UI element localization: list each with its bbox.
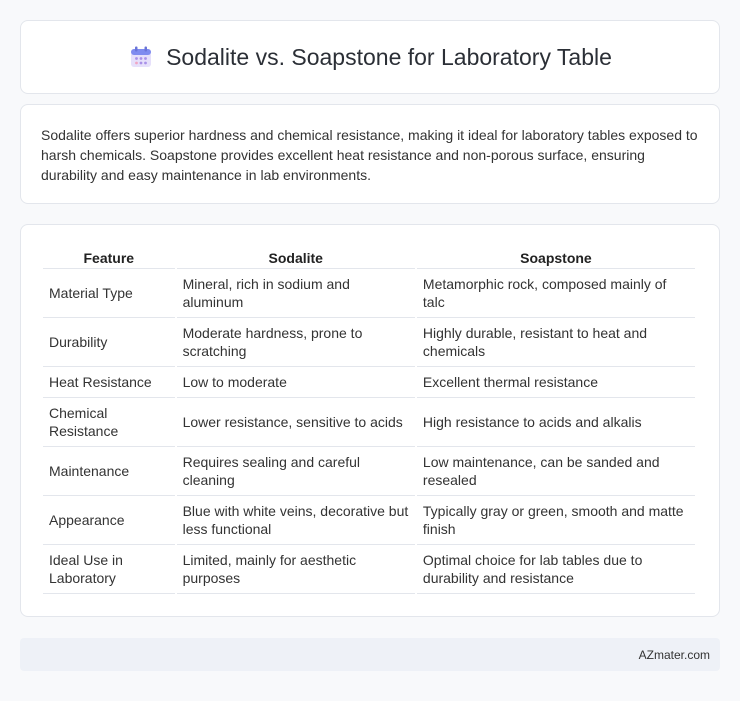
intro-card bbox=[20, 104, 720, 204]
feature-cell: Ideal Use in Laboratory bbox=[43, 545, 175, 594]
calendar-icon bbox=[128, 44, 154, 70]
header-feature: Feature bbox=[43, 243, 175, 269]
table-row bbox=[43, 318, 695, 367]
feature-cell: Chemical Resistance bbox=[43, 398, 175, 447]
table-row bbox=[43, 367, 695, 398]
soapstone-cell: High resistance to acids and alkalis bbox=[417, 398, 695, 447]
header-sodalite: Sodalite bbox=[177, 243, 415, 269]
feature-cell: Material Type bbox=[43, 269, 175, 318]
title-card bbox=[20, 20, 720, 94]
comparison-table-card bbox=[20, 224, 720, 617]
sodalite-cell: Moderate hardness, prone to scratching bbox=[177, 318, 415, 367]
header-soapstone: Soapstone bbox=[417, 243, 695, 269]
feature-cell: Heat Resistance bbox=[43, 367, 175, 398]
feature-cell: Durability bbox=[43, 318, 175, 367]
feature-cell: Appearance bbox=[43, 496, 175, 545]
page-title: Sodalite vs. Soapstone for Laboratory Table bbox=[166, 43, 612, 70]
comparison-table bbox=[41, 243, 697, 594]
soapstone-cell: Metamorphic rock, composed mainly of talc bbox=[417, 269, 695, 318]
table-row bbox=[43, 496, 695, 545]
table-row bbox=[43, 447, 695, 496]
table-row bbox=[43, 398, 695, 447]
footer bbox=[20, 638, 720, 671]
soapstone-cell: Low maintenance, can be sanded and resealed bbox=[417, 447, 695, 496]
soapstone-cell: Highly durable, resistant to heat and chemicals bbox=[417, 318, 695, 367]
table-row bbox=[43, 545, 695, 594]
sodalite-cell: Blue with white veins, decorative but less functional bbox=[177, 496, 415, 545]
soapstone-cell: Optimal choice for lab tables due to durability and resistance bbox=[417, 545, 695, 594]
sodalite-cell: Lower resistance, sensitive to acids bbox=[177, 398, 415, 447]
sodalite-cell: Mineral, rich in sodium and aluminum bbox=[177, 269, 415, 318]
table-row bbox=[43, 269, 695, 318]
footer-brand: AZmater.com bbox=[638, 647, 710, 662]
intro-text: Sodalite offers superior hardness and chemical resistance, making it ideal for laboratory tables exposed to harsh chemicals. Soapstone provides excellent heat resistance and non-porous surface, ensuring durability and easy maintenance in lab environments. bbox=[41, 127, 698, 183]
sodalite-cell: Requires sealing and careful cleaning bbox=[177, 447, 415, 496]
sodalite-cell: Limited, mainly for aesthetic purposes bbox=[177, 545, 415, 594]
feature-cell: Maintenance bbox=[43, 447, 175, 496]
soapstone-cell: Typically gray or green, smooth and matte finish bbox=[417, 496, 695, 545]
sodalite-cell: Low to moderate bbox=[177, 367, 415, 398]
soapstone-cell: Excellent thermal resistance bbox=[417, 367, 695, 398]
